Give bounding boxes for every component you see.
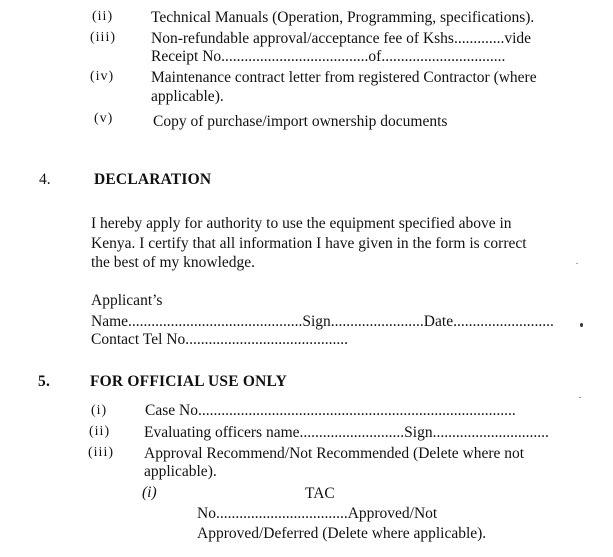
- item-text: applicable).: [144, 463, 217, 480]
- item-text: Maintenance contract letter from registered Contractor (where: [151, 69, 537, 86]
- section-number: 5.: [38, 373, 51, 390]
- item-text: Receipt No......................................of................................: [151, 48, 506, 65]
- declaration-line: the best of my knowledge.: [91, 254, 256, 271]
- item-number: (iii): [90, 30, 116, 45]
- item-number: (iii): [88, 445, 114, 460]
- item-number: (iv): [90, 69, 115, 84]
- scan-speck: [576, 263, 578, 264]
- scan-speck: [580, 323, 583, 327]
- applicant-name-sign-date-line: Name.............................................Sign........................Date..........................: [91, 313, 554, 330]
- item-number: (v): [94, 111, 114, 126]
- case-no-line: Case No..................................................................................: [145, 402, 516, 419]
- tac-label: TAC: [305, 485, 335, 502]
- tac-status-line: Approved/Deferred (Delete where applicable).: [197, 525, 487, 542]
- item-text: Technical Manuals (Operation, Programming, specifications).: [151, 9, 535, 26]
- item-text: applicable).: [151, 88, 224, 105]
- item-number: (i): [91, 403, 108, 418]
- tac-no-line: No..................................Approved/Not: [197, 505, 438, 522]
- item-text: Approval Recommend/Not Recommended (Delete where not: [144, 445, 525, 462]
- declaration-line: I hereby apply for authority to use the equipment specified above in: [91, 215, 512, 232]
- item-number: (ii): [89, 424, 111, 439]
- section-heading: DECLARATION: [94, 171, 212, 188]
- evaluating-officer-line: Evaluating officers name...........................Sign..............................: [144, 424, 549, 441]
- scan-speck: [579, 397, 581, 398]
- sub-item-number: (i): [142, 484, 157, 501]
- declaration-line: Kenya. I certify that all information I have given in the form is correct: [91, 235, 527, 252]
- contact-tel-line: Contact Tel No..........................................: [91, 331, 348, 348]
- section-heading: FOR OFFICIAL USE ONLY: [90, 373, 287, 390]
- item-number: (ii): [92, 9, 114, 24]
- item-text: Copy of purchase/import ownership documents: [153, 113, 448, 130]
- item-text: Non-refundable approval/acceptance fee of Kshs.............vide: [151, 30, 532, 47]
- section-number: 4.: [39, 171, 51, 188]
- applicant-label: Applicant’s: [91, 292, 163, 309]
